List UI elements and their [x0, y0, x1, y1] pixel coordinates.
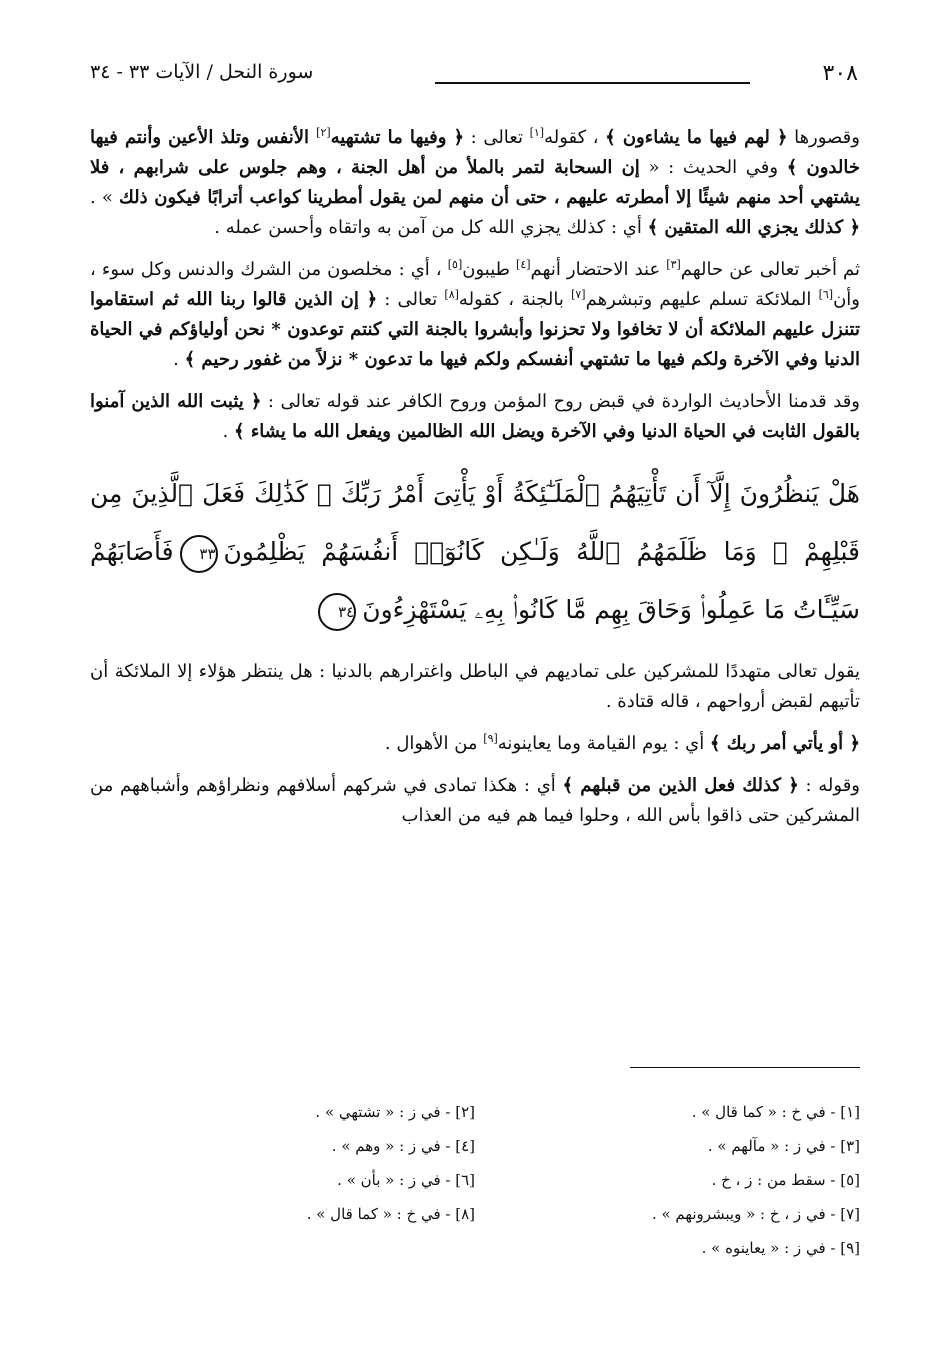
footnote: [٨] - في خ : « كما قال » .	[306, 1205, 475, 1223]
text: يقول تعالى متهددًا للمشركين على تماديهم في الباطل واغترارهم بالدنيا : هل ينتظر هؤلاء إلا الملائكة أن تأتيهم لقبض أرواحهم ، قاله قتادة .	[90, 661, 860, 712]
text: .	[222, 421, 235, 442]
text: من الأهوال .	[384, 733, 484, 754]
text: طيبون	[462, 259, 517, 280]
ayah-number-marker: ٣٤	[318, 593, 356, 631]
text: » .	[90, 187, 119, 208]
text: وفي الحديث : «	[639, 157, 787, 178]
footnote-ref: [٧]	[571, 288, 586, 301]
header-rule	[435, 82, 750, 84]
quran-quote: الأنفس وتلذ الأعين وأنتم فيها خالدون ﴾	[90, 127, 860, 178]
hadith-quote: إن السحابة لتمر بالملأ من أهل الجنة ، وهم جلوس على شرابهم ، فلا يشتهي أحد منهم شيئًا إلا أمطرته عليهم ، حتى أن منهم لمن يقول أمطرينا كواعب أترابًا فيكون ذلك	[90, 157, 860, 208]
quran-quote: ﴿ إن الذين قالوا ربنا الله ثم استقاموا تتنزل عليهم الملائكة أن لا تخافوا ولا تحزنوا وأبشروا بالجنة التي كنتم توعدون * نحن أولياؤكم في الحياة الدنيا وفي الآخرة ولكم فيها ما تشتهي أنفسكم ولكم فيها ما تدعون * نزلاً من غفور رحيم ﴾	[90, 289, 860, 370]
footnote: [٣] - في ز : « مآلهم » .	[707, 1137, 860, 1155]
footnote-ref: [٣]	[666, 258, 681, 271]
footnote-ref: [٤]	[516, 258, 531, 271]
text: أي : كذلك يجزي الله كل من آمن به واتقاه وأحسن عمله .	[214, 217, 648, 238]
text: ثم أخبر تعالى عن حالهم	[680, 259, 860, 280]
page-header	[90, 55, 860, 95]
quran-quote: ﴿ أو يأتي أمر ربك ﴾	[709, 733, 860, 754]
footnote: [٥] - سقط من : ز ، خ .	[711, 1171, 860, 1189]
page-number: ٣٠٨	[822, 61, 858, 86]
footnote-row	[90, 1131, 860, 1165]
paragraph-4	[90, 657, 860, 717]
text: وقصورها	[787, 127, 860, 148]
footnote-ref: [٦]	[818, 288, 834, 301]
footnote-ref: [٢]	[316, 126, 331, 139]
text: أي : هكذا تمادى في شركهم أسلافهم ونظراؤهم وأشباههم من المشركين حتى ذاقوا بأس الله ، وحلوا فيما هم فيه من العذاب	[90, 775, 860, 826]
footnote-row	[90, 1233, 860, 1267]
text: الملائكة تسلم عليهم وتبشرهم	[585, 289, 819, 310]
quran-quote: ﴿ كذلك فعل الذين من قبلهم ﴾	[562, 775, 799, 796]
verse-34: فَأَصَابَهُمْ سَيِّـَٔاتُ مَا عَمِلُوا۟ وَحَاقَ بِهِم مَّا كَانُوا۟ بِهِۦ يَسْتَهْزِءُونَ	[90, 537, 860, 624]
footnote-row	[90, 1165, 860, 1199]
quran-quote: ﴿ لهم فيها ما يشاءون ﴾	[605, 127, 788, 148]
footnote: [٢] - في ز : « تشتهي » .	[315, 1103, 475, 1121]
quran-quote: ﴿ كذلك يجزي الله المتقين ﴾	[647, 217, 860, 238]
text: .	[173, 349, 185, 370]
quran-quote: ﴿ يثبت الله الذين آمنوا بالقول الثابت في الحياة الدنيا وفي الآخرة ويضل الله الظالمين ويفعل الله ما يشاء ﴾	[90, 391, 860, 442]
ayah-number-marker: ٣٣	[180, 535, 218, 573]
page	[90, 55, 860, 1305]
page-body	[90, 123, 860, 843]
footnote-row	[90, 1199, 860, 1233]
text: تعالى :	[464, 127, 530, 148]
footnotes	[90, 1097, 860, 1267]
text: أي : يوم القيامة وما يعاينونه	[497, 733, 710, 754]
running-title: سورة النحل / الآيات ٣٣ - ٣٤	[90, 61, 314, 83]
footnote-ref: [١]	[529, 126, 545, 139]
paragraph-2	[90, 255, 860, 375]
text: عند الاحتضار أنهم	[530, 259, 667, 280]
footnote-row	[90, 1097, 860, 1131]
quran-quote: ﴿ وفيها ما تشتهيه	[330, 127, 465, 148]
footnote: [٩] - في ز : « يعاينوه » .	[701, 1239, 860, 1257]
verse-33: هَلْ يَنظُرُونَ إِلَّآ أَن تَأْتِيَهُمُ ٱلْمَلَـٰٓئِكَةُ أَوْ يَأْتِىَ أَمْرُ رَبِّكَ ۚ كَذَٰلِكَ فَعَلَ ٱلَّذِينَ مِن قَبْلِهِمْ ۚ وَمَا ظَلَمَهُمُ ٱللَّهُ وَلَـٰكِن كَانُوٓا۟ أَنفُسَهُمْ يَظْلِمُونَ	[90, 479, 860, 566]
paragraph-1	[90, 123, 860, 243]
footnote: [٧] - في ز ، خ : « ويبشرونهم » .	[651, 1205, 860, 1223]
text: تعالى :	[377, 289, 445, 310]
footnote-separator	[630, 1067, 860, 1068]
text: ، أي : مخلصون من الشرك والدنس وكل سوء ، وأن	[90, 259, 860, 310]
text: وقوله :	[798, 775, 861, 796]
paragraph-6	[90, 771, 860, 831]
paragraph-3	[90, 387, 860, 447]
footnote-ref: [٩]	[483, 732, 498, 745]
text: ، كقوله	[544, 127, 606, 148]
footnote: [١] - في خ : « كما قال » .	[691, 1103, 860, 1121]
text: وقد قدمنا الأحاديث الواردة في قبض روح المؤمن وروح الكافر عند قوله تعالى :	[261, 391, 860, 412]
footnote-ref: [٨]	[444, 288, 459, 301]
quran-verses-block	[90, 465, 860, 639]
footnote: [٤] - في ز : « وهم » .	[331, 1137, 475, 1155]
text: بالجنة ، كقوله	[458, 289, 572, 310]
paragraph-5	[90, 729, 860, 759]
footnote-ref: [٥]	[447, 258, 463, 271]
footnote: [٦] - في ز : « بأن » .	[337, 1171, 475, 1189]
